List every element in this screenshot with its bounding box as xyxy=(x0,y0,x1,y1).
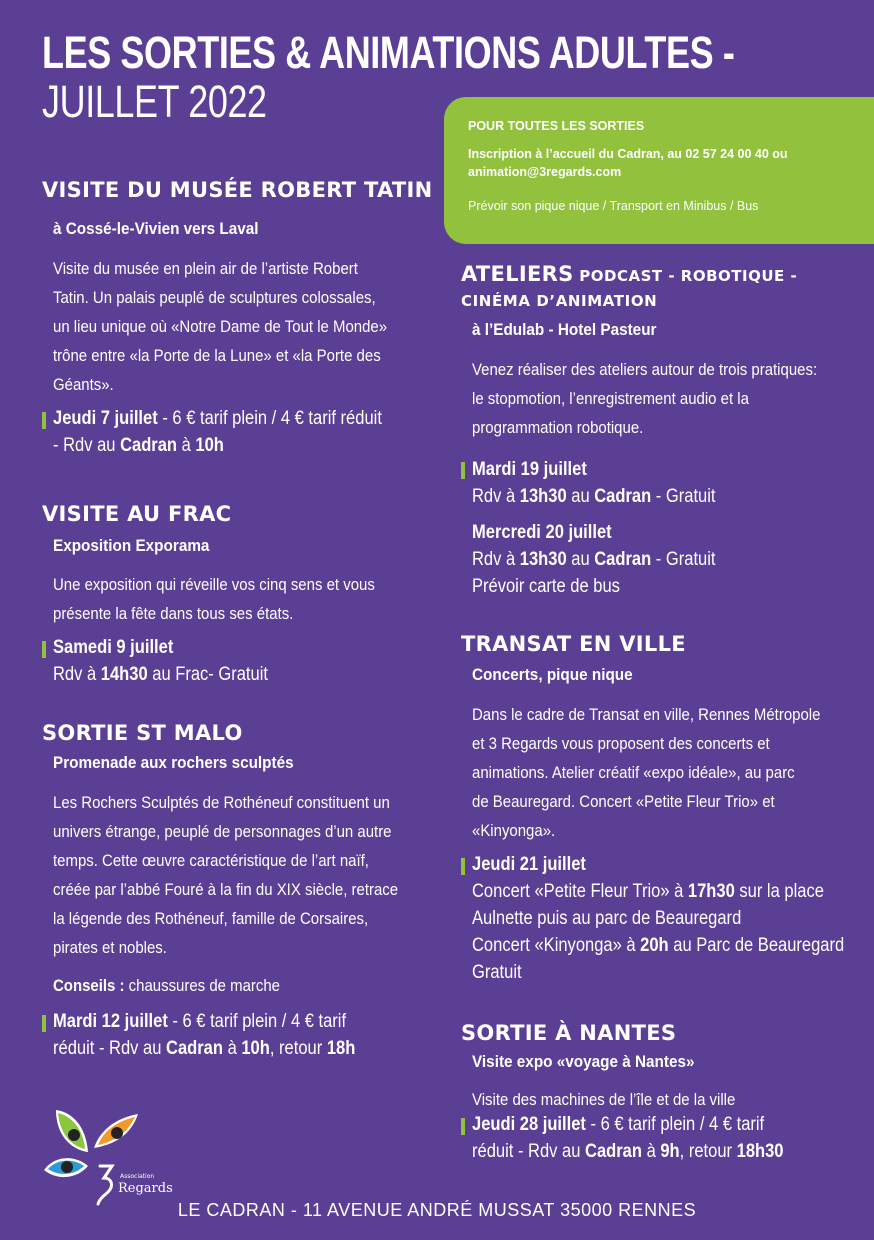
rdv-text: Rdv à xyxy=(53,664,101,685)
date-marker xyxy=(42,412,46,429)
concert-text: Concert «Petite Fleur Trio» à xyxy=(472,881,688,902)
rdv-text: au xyxy=(566,549,595,570)
info-box-inscription-2[interactable]: animation@3regards.com xyxy=(468,165,622,179)
time-label: 20h xyxy=(640,935,669,956)
logo-icon xyxy=(42,1108,182,1214)
desc-line: univers étrange, peuplé de personnages d’un autre xyxy=(53,822,392,841)
section-title-ateliers-2: CINÉMA D’ANIMATION xyxy=(461,292,658,310)
date-label: Mardi 12 juillet xyxy=(53,1011,168,1032)
section-subtitle-tatin: à Cossé-le-Vivien vers Laval xyxy=(53,219,259,238)
section-subtitle-nantes: Visite expo «voyage à Nantes» xyxy=(472,1052,695,1071)
concert-text: sur la place xyxy=(734,881,824,902)
price-text: - 6 € tarif plein / 4 € tarif réduit xyxy=(157,408,382,429)
desc-line: Géants». xyxy=(53,375,114,394)
concert-text: au Parc de Beauregard xyxy=(668,935,845,956)
time-label: 18h30 xyxy=(736,1141,784,1162)
date-label: Jeudi 21 juillet xyxy=(472,854,586,875)
info-box-inscription-1: Inscription à l’accueil du Cadran, au 02 57 24 00 40 ou xyxy=(468,147,788,161)
rdv-text: Rdv à xyxy=(472,486,520,507)
footer-address: LE CADRAN - 11 AVENUE ANDRÉ MUSSAT 35000 RENNES xyxy=(177,1200,697,1220)
desc-line: pirates et nobles. xyxy=(53,938,167,957)
time-label: 9h xyxy=(660,1141,680,1162)
desc-line: animations. Atelier créatif «expo idéale», au parc xyxy=(472,763,795,782)
desc-line: la légende des Rothéneuf, famille de Corsaires, xyxy=(53,909,369,928)
section-title-tatin: VISITE DU MUSÉE ROBERT TATIN xyxy=(42,178,433,202)
desc-line: un lieu unique où «Notre Dame de Tout le Monde» xyxy=(53,317,388,336)
time-label: 17h30 xyxy=(687,881,735,902)
rdv-text: à xyxy=(222,1038,242,1059)
section-subtitle-frac: Exposition Exporama xyxy=(53,536,210,555)
time-label: 10h xyxy=(241,1038,270,1059)
desc-line: Dans le cadre de Transat en ville, Rennes Métropole xyxy=(472,705,821,724)
desc-line: «Kinyonga». xyxy=(472,821,556,840)
section-desc-frac xyxy=(53,570,440,628)
section-subtitle-transat: Concerts, pique nique xyxy=(472,665,633,684)
desc-line: Visite des machines de l’île et de la ville xyxy=(472,1090,736,1109)
section-date-stmalo xyxy=(53,1008,436,1062)
rdv-text: au Frac- Gratuit xyxy=(147,664,268,685)
time-label: 13h30 xyxy=(519,549,567,570)
logo-3-regards xyxy=(42,1108,182,1214)
section-conseils-stmalo xyxy=(53,971,440,1000)
rdv-text: - Gratuit xyxy=(651,486,716,507)
rdv-text: réduit - Rdv au xyxy=(472,1141,586,1162)
conseils-label: Conseils : xyxy=(53,976,125,995)
desc-line: Visite du musée en plein air de l’artiste Robert xyxy=(53,259,358,278)
rdv-text: à xyxy=(641,1141,661,1162)
date-label: Jeudi 7 juillet xyxy=(53,408,158,429)
place-label: Cadran xyxy=(166,1038,223,1059)
time-label: 10h xyxy=(195,435,224,456)
date-marker xyxy=(42,1015,46,1032)
desc-line: et 3 Regards vous proposent des concerts et xyxy=(472,734,770,753)
section-desc-nantes xyxy=(472,1085,850,1114)
desc-line: programmation robotique. xyxy=(472,418,644,437)
logo-small-text: Association xyxy=(120,1173,155,1180)
info-box xyxy=(444,97,874,244)
rdv-text: Rdv à xyxy=(472,549,520,570)
logo-name: Regards xyxy=(118,1181,173,1196)
date-marker xyxy=(42,641,46,658)
section-date-tatin xyxy=(53,405,436,459)
section-date-ateliers xyxy=(472,456,846,600)
time-label: 13h30 xyxy=(519,486,567,507)
section-title-nantes: SORTIE À NANTES xyxy=(461,1021,677,1045)
desc-line: Les Rochers Sculptés de Rothéneuf constituent un xyxy=(53,793,390,812)
desc-line: Une exposition qui réveille vos cinq sens et vous xyxy=(53,575,375,594)
conseils-text: chaussures de marche xyxy=(124,976,280,995)
section-desc-ateliers xyxy=(472,355,850,442)
section-title-stmalo: SORTIE ST MALO xyxy=(42,721,243,745)
time-label: 14h30 xyxy=(100,664,148,685)
title-line-1: LES SORTIES & ANIMATIONS ADULTES - xyxy=(42,27,735,78)
title-small: PODCAST - ROBOTIQUE - xyxy=(573,267,798,285)
section-title-transat: TRANSAT EN VILLE xyxy=(461,632,686,656)
price-text: Gratuit xyxy=(472,962,522,983)
rdv-text: , retour xyxy=(679,1141,737,1162)
section-desc-transat xyxy=(472,700,850,845)
rdv-text: - Rdv au xyxy=(53,435,121,456)
section-title-ateliers xyxy=(461,262,797,286)
section-desc-stmalo xyxy=(53,788,440,962)
concert-text: Aulnette puis au parc de Beauregard xyxy=(472,908,742,929)
price-text: - 6 € tarif plein / 4 € tarif xyxy=(585,1114,765,1135)
info-box-heading: POUR TOUTES LES SORTIES xyxy=(468,119,645,133)
desc-line: Tatin. Un palais peuplé de sculptures colossales, xyxy=(53,288,376,307)
section-subtitle-stmalo: Promenade aux rochers sculptés xyxy=(53,753,294,772)
section-date-transat xyxy=(472,851,846,986)
place-label: Cadran xyxy=(594,486,652,507)
section-subtitle-ateliers: à l’Edulab - Hotel Pasteur xyxy=(472,320,657,339)
desc-line: créée par l’abbé Fouré à la fin du XIX siècle, retrace xyxy=(53,880,399,899)
date-label: Mardi 19 juillet xyxy=(472,459,587,480)
desc-line: le stopmotion, l’enregistrement audio et la xyxy=(472,389,749,408)
rdv-text: - Gratuit xyxy=(651,549,716,570)
rdv-text: , retour xyxy=(269,1038,327,1059)
note-text: Prévoir carte de bus xyxy=(472,576,620,597)
date-marker xyxy=(461,462,465,479)
info-box-note: Prévoir son pique nique / Transport en Minibus / Bus xyxy=(468,199,759,213)
desc-line: Venez réaliser des ateliers autour de trois pratiques: xyxy=(472,360,818,379)
place-label: Cadran xyxy=(594,549,652,570)
desc-line: de Beauregard. Concert «Petite Fleur Trio» et xyxy=(472,792,775,811)
title-main: ATELIERS xyxy=(461,262,574,286)
price-text: - 6 € tarif plein / 4 € tarif xyxy=(167,1011,347,1032)
section-desc-tatin xyxy=(53,254,440,399)
date-marker xyxy=(461,1118,465,1135)
rdv-text: réduit - Rdv au xyxy=(53,1038,167,1059)
section-date-frac xyxy=(53,634,436,688)
desc-line: temps. Cette œuvre caractéristique de l’art naïf, xyxy=(53,851,369,870)
desc-line: présente la fête dans tous ses états. xyxy=(53,604,294,623)
desc-line: trône entre «la Porte de la Lune» et «la Porte des xyxy=(53,346,381,365)
rdv-text: à xyxy=(177,435,196,456)
place-label: Cadran xyxy=(585,1141,642,1162)
date-label: Jeudi 28 juillet xyxy=(472,1114,586,1135)
date-marker xyxy=(461,858,465,875)
title-line-2: JUILLET 2022 xyxy=(42,76,267,127)
section-date-nantes xyxy=(472,1111,846,1165)
section-title-frac: VISITE AU FRAC xyxy=(42,502,232,526)
rdv-text: au xyxy=(566,486,595,507)
concert-text: Concert «Kinyonga» à xyxy=(472,935,641,956)
place-label: Cadran xyxy=(120,435,178,456)
date-label: Samedi 9 juillet xyxy=(53,637,174,658)
time-label: 18h xyxy=(326,1038,356,1059)
date-label: Mercredi 20 juillet xyxy=(472,522,612,543)
